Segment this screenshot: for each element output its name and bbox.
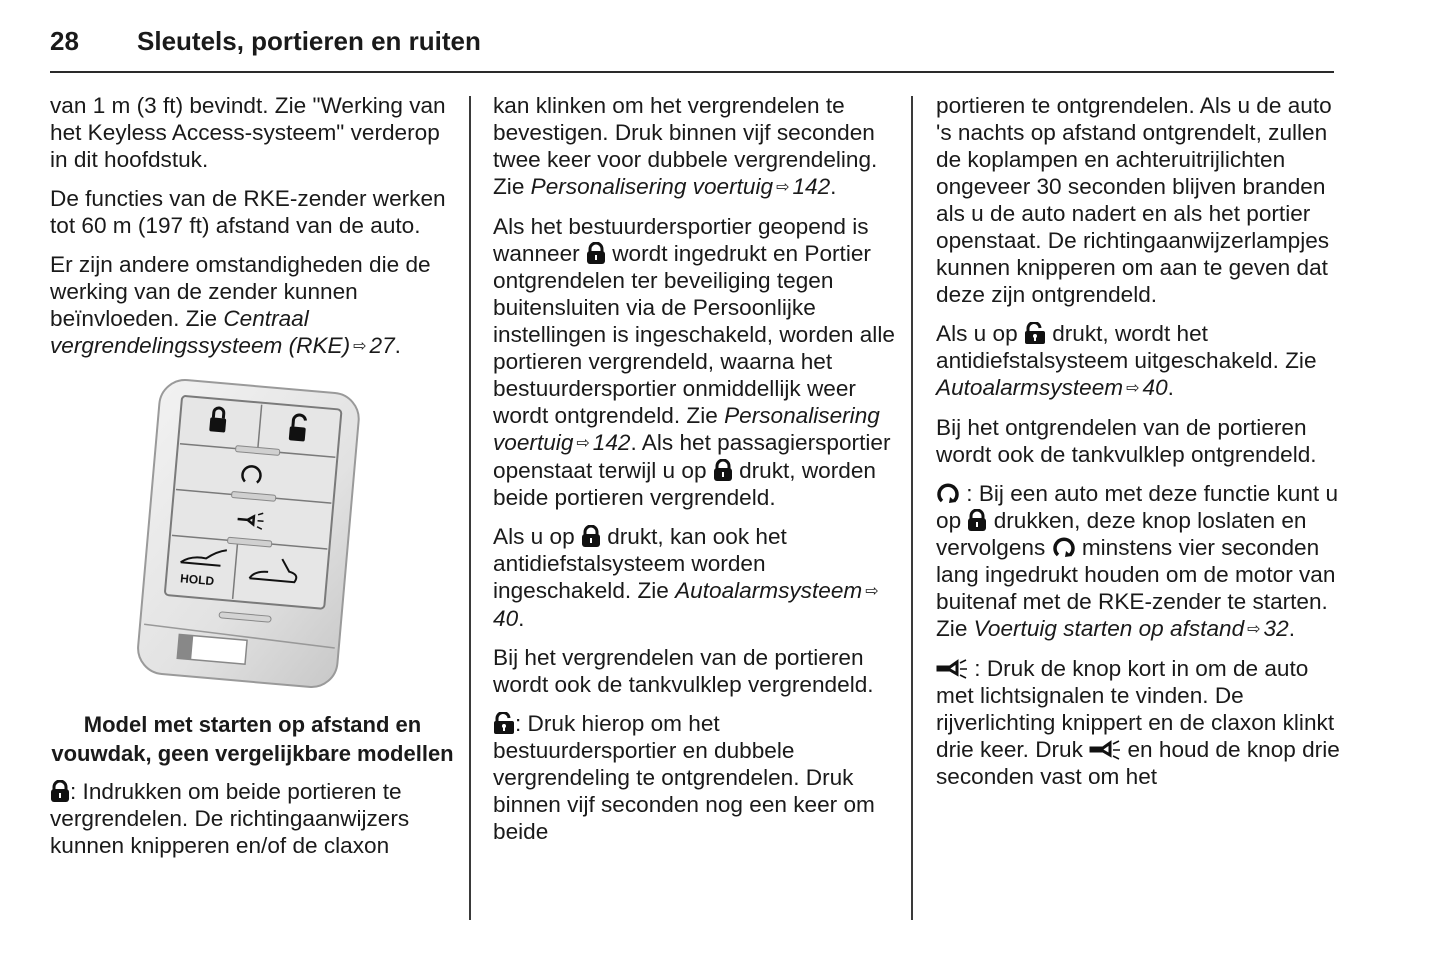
unlock-icon: [1024, 322, 1046, 344]
unlock-icon: [493, 712, 515, 734]
key-fob-figure: [50, 372, 455, 692]
page-reference[interactable]: 40: [1142, 375, 1168, 400]
paragraph: Als het bestuurdersportier geopend is wanneer wordt ingedrukt en Portier ontgrendelen ter beveiliging tegen buitensluiten via de Persoonlijke instellingen is ingeschakeld, worden alle portieren vergrendeld, waarna het bestuurdersportier onmiddellijk weer wordt ontgrendeld. Zie Personalisering voertuig ⇨ 142. Als het passagiersportier openstaat terwijl u op drukt, worden beide portieren vergrendeld.: [493, 214, 895, 510]
column-1: [50, 92, 455, 871]
lock-icon: [713, 459, 733, 481]
column-2: [493, 92, 898, 857]
header-rule: [50, 71, 1334, 73]
column-3: [936, 92, 1341, 802]
horn-lights-icon: [1089, 740, 1121, 760]
unlock-button-description: : Druk hierop om het bestuurdersportier en dubbele vergrendeling te ontgrendelen. Druk binnen vijf seconden nog een keer om beide: [493, 711, 875, 844]
cross-reference-link[interactable]: Autoalarmsysteem: [675, 578, 863, 603]
ref-arrow-icon: ⇨: [865, 583, 879, 600]
page-reference[interactable]: 142: [792, 174, 831, 199]
paragraph: Als u op drukt, wordt het antidiefstalsysteem uitgeschakeld. Zie Autoalarmsysteem ⇨ 40.: [936, 321, 1317, 400]
ref-arrow-icon: ⇨: [1247, 621, 1261, 638]
cross-reference-link[interactable]: Personalisering voertuig: [493, 403, 880, 455]
lock-icon: [581, 525, 601, 547]
paragraph: Bij het ontgrendelen van de portieren wordt ook de tankvulklep ontgrendeld.: [936, 415, 1317, 467]
paragraph: van 1 m (3 ft) bevindt. Zie "Werking van het Keyless Access-systeem" verderop in dit hoofdstuk.: [50, 93, 446, 172]
lock-icon: [967, 509, 987, 531]
column-divider: [469, 96, 471, 920]
ref-arrow-icon: ⇨: [776, 179, 790, 196]
paragraph: Als u op drukt, kan ook het antidiefstalsysteem worden ingeschakeld. Zie Autoalarmsysteem ⇨40.: [493, 524, 879, 631]
ref-arrow-icon: ⇨: [353, 338, 367, 355]
cross-reference-link[interactable]: Centraal vergrendelingssysteem (RKE): [50, 306, 351, 358]
remote-start-icon: [1052, 536, 1076, 558]
cross-reference-link[interactable]: Personalisering voertuig: [530, 174, 774, 199]
paragraph: Er zijn andere omstandigheden die de werking van de zender kunnen beïnvloeden. Zie Centraal vergrendelingssysteem (RKE) ⇨ 27.: [50, 252, 431, 358]
key-fob-illustration: [128, 378, 368, 693]
chapter-title: Sleutels, portieren en ruiten: [137, 26, 481, 56]
figure-caption: Model met starten op afstand en vouwdak, geen vergelijkbare modellen: [51, 712, 454, 766]
svg-text:HOLD: HOLD: [179, 571, 215, 589]
page-reference[interactable]: 40: [493, 606, 519, 631]
vehicle-locator-button-description: : Druk de knop kort in om de auto met lichtsignalen te vinden. De rijverlichting knippert en de claxon klinkt drie keer. Druk en houd de knop drie seconden vast om het: [936, 656, 1340, 789]
column-divider: [911, 96, 913, 920]
paragraph: kan klinken om het vergrendelen te bevestigen. Druk binnen vijf seconden twee keer voor dubbele vergrendeling. Zie Personalisering voertuig ⇨ 142.: [493, 93, 878, 199]
paragraph: Bij het vergrendelen van de portieren wordt ook de tankvulklep vergrendeld.: [493, 645, 874, 697]
page-header: [50, 26, 1334, 70]
remote-start-button-description: : Bij een auto met deze functie kunt u op drukken, deze knop loslaten en vervolgens minstens vier seconden lang ingedrukt houden om de motor van buitenaf met de RKE-zender te starten. Zie Voertuig starten op afstand ⇨ 32.: [936, 481, 1339, 641]
ref-arrow-icon: ⇨: [1126, 380, 1140, 397]
cross-reference-link[interactable]: Voertuig starten op afstand: [973, 616, 1245, 641]
lock-button-description: : Indrukken om beide portieren te vergrendelen. De richtingaanwijzers kunnen knipperen en/of de claxon: [50, 779, 410, 858]
paragraph: portieren te ontgrendelen. Als u de auto 's nachts op afstand ontgrendelt, zullen de koplampen en achteruitrijlichten ongeveer 30 seconden blijven branden als u de auto nadert en als het portier openstaat. De richtingaanwijzerlampjes kunnen knipperen om aan te geven dat deze zijn ontgrendeld.: [936, 93, 1332, 307]
ref-arrow-icon: ⇨: [576, 435, 590, 452]
remote-start-icon: [936, 482, 960, 504]
paragraph: De functies van de RKE-zender werken tot 60 m (197 ft) afstand van de auto.: [50, 186, 446, 238]
lock-icon: [586, 242, 606, 264]
horn-lights-icon: [936, 659, 968, 679]
page-number: 28: [50, 26, 79, 56]
page-reference[interactable]: 32: [1263, 616, 1289, 641]
lock-icon: [50, 780, 70, 802]
page-reference[interactable]: 27: [369, 333, 395, 358]
cross-reference-link[interactable]: Autoalarmsysteem: [936, 375, 1124, 400]
page-reference[interactable]: 142: [592, 430, 631, 455]
